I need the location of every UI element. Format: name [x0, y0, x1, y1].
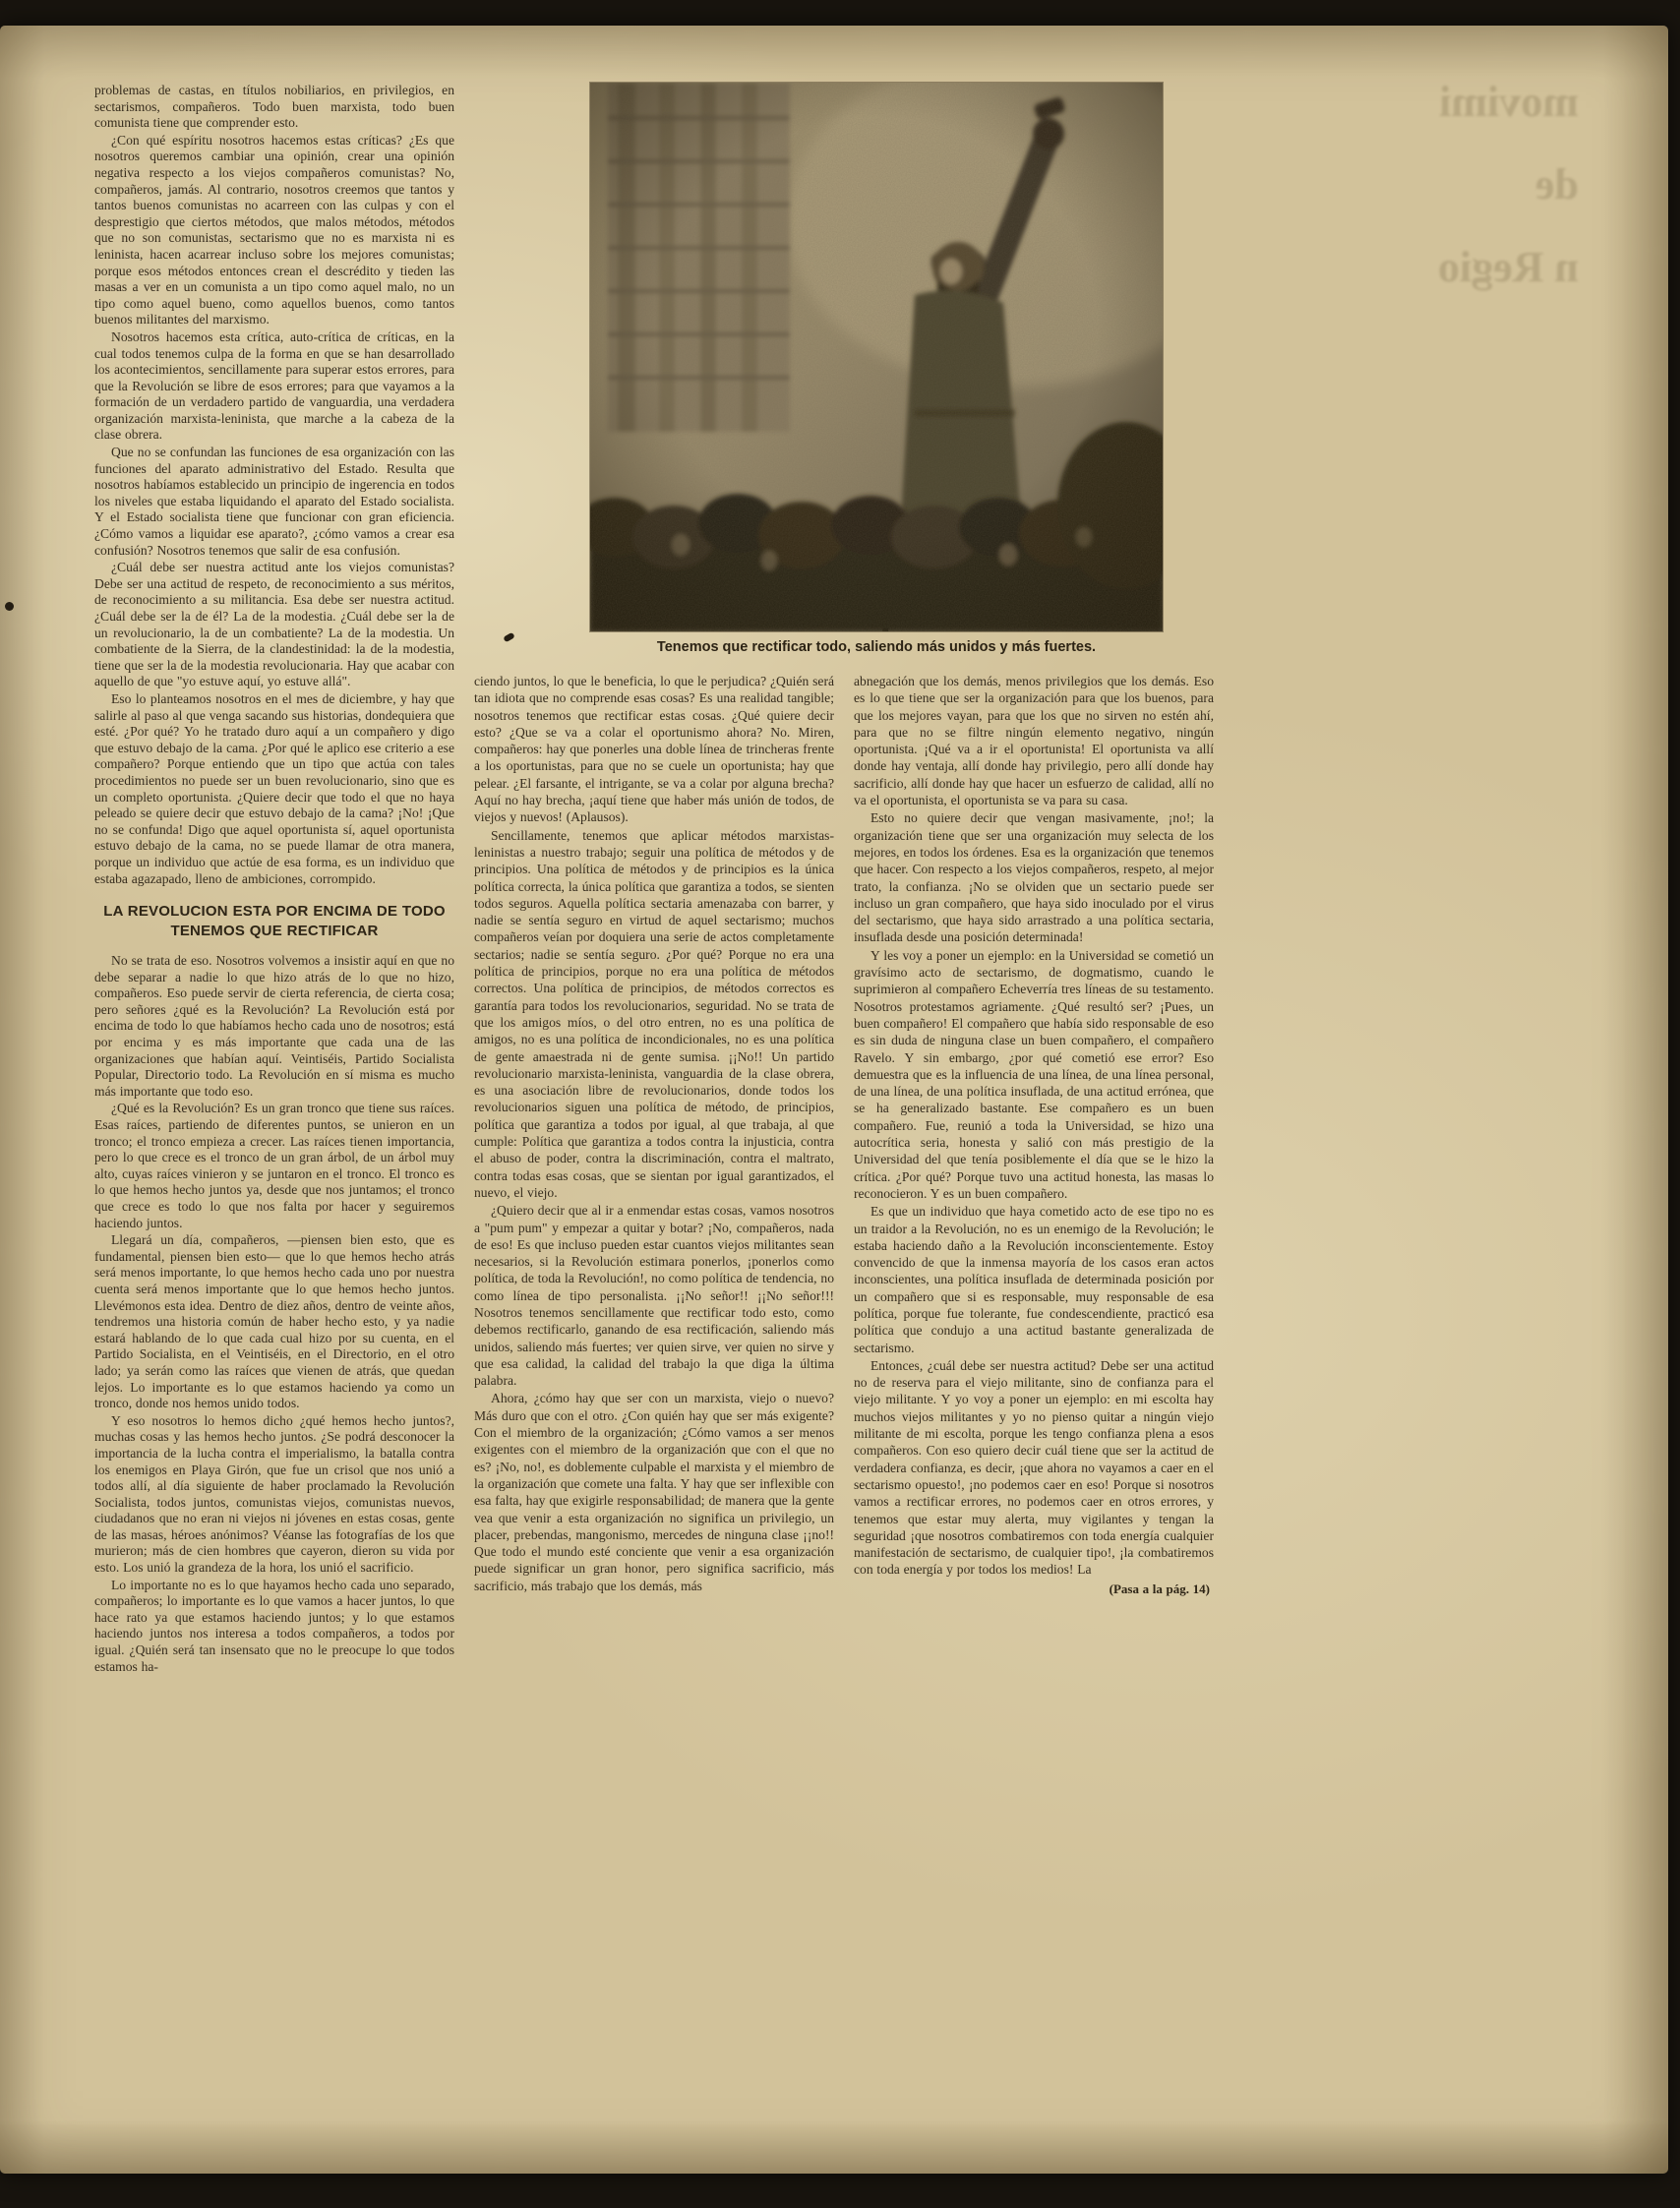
column-left — [94, 83, 454, 1676]
photo-illustration — [590, 83, 1163, 631]
column-left-top-paragraphs — [94, 83, 454, 887]
paragraph: Que no se confundan las funciones de esa organización con las funciones del aparato administrativo del Estado. Resulta que nosotros habíamos establecido un principio de ingerencia en todos los niveles que estaba liquidando el aparato del Estado socialista. Y el Estado socialista tiene que funcionar con gran eficiencia. ¿Cómo vamos a liquidar ese aparato?, ¿cómo vamos a crear esa confusión? Nosotros tenemos que salir de esa confusión. — [94, 445, 454, 558]
column-middle-paragraphs — [474, 673, 834, 1594]
ink-speck — [5, 602, 14, 611]
paragraph: movimi — [1439, 78, 1579, 126]
paragraph: ciendo juntos, lo que le beneficia, lo que le perjudica? ¿Quién será tan idiota que no comprende esas cosas? Es una realidad tangible; nosotros tenemos que rectificar estas cosas. ¿Qué quiere decir esto? ¿Que se va a colar el oportunismo ahora? No. Miren, compañeros: hay que ponerles una doble línea de trincheras frente a los oportunistas, para que no se cuele un oportunista; hay que pelear. ¿El farsante, el intrigante, se va a colar por alguna brecha? Aquí no hay brecha, ¡aquí tiene que haber más unión de todos, de viejos y nuevos! (Aplausos). — [474, 674, 834, 825]
paragraph: Nosotros hacemos esta crítica, auto-crítica de críticas, en la cual todos tenemos culpa de la forma en que se han desarrollado los acontecimientos, sencillamente para superar estos errores, para que la Revolución se libre de esos errores; para que vayamos a la formación de un verdadero partido de vanguardia, una verdadera organización marxista-leninista, que marche a la cabeza de la clase obrera. — [94, 328, 454, 443]
paragraph: Entonces, ¿cuál debe ser nuestra actitud? Debe ser una actitud no de reserva para el viejo militante, sino de confianza para el viejo militante. Y yo voy a poner un ejemplo: en mi escolta hay muchos viejos militantes y yo no pienso quitar a ningún viejo militante de mi escolta, porque les tengo confianza plena a esos compañeros. Con eso quiero decir cuál tiene que ser la actitud de verdadera confianza, es decir, ¡que ahora no vayamos a caer en el sectarismo opuesto!, ¡no podemos caer en eso! Porque si nosotros vamos a rectificar errores, no podemos caer en otros errores, y tenemos que estar muy alerta, muy vigilantes y tengan la seguridad ¡que nosotros combatiremos con toda energía cualquier manifestación de sectarismo, de cualquier tipo!, ¡la combatiremos con toda energía y por todos los medios! La — [854, 1357, 1214, 1578]
paragraph: No se trata de eso. Nosotros volvemos a insistir aquí en que no debe separar a nadie lo que hizo atrás de lo que no hizo, compañeros. Eso puede servir de cierta referencia, de cierta cosa; pero señores ¿qué es la Revolución? La Revolución está por encima de todo lo que habíamos hecho cada uno de nosotros; está por encima y es más importante que cada una de las organizaciones que habían aquí. Veintiséis, Partido Socialista Popular, Directorio todo. La Revolución en sí misma es mucho más importante que todo eso. — [94, 953, 454, 1099]
headline-line2: TENEMOS QUE RECTIFICAR — [170, 922, 379, 939]
paragraph: Sencillamente, tenemos que aplicar métodos marxistas-leninistas a nuestro trabajo; seguir una política de métodos y de principios. Una política de métodos y de principios es la única política correcta, la única política que garantiza a todos, se sienten todos seguros. Aquella política sectaria amenazaba con barrer, y nadie se sentía seguro en virtud de aquel sectarismo; muchos compañeros veían por doquiera una serie de actos completamente sectarios; nadie se sentía seguro. ¿Por qué? Porque no era una política de principios, porque no era una política de métodos correctos. Una política de principios, de métodos correctos es garantía para todos los revolucionarios, seguridad. No se trata de que los amigos míos, o del otro entren, no es una política de amigos, no es una política de incondicionales, no es una política de gente amaestrada ni de gente sumisa. ¡¡No!! Un partido revolucionario marxista-leninista, vanguardia de la clase obrera, es una asociación libre de revolucionarios, donde todos los revolucionarios siguen una política de método, de principios, política que garantiza a todos por igual, al que trabaja, al que cumple: Política que garantiza a todos contra la injusticia, contra el abuso de poder, contra la discriminación, contra el maltrato, contra todas esas cosas, que se sientan por igual garantizados, el nuevo, el viejo. — [474, 827, 834, 1200]
paragraph: Llegará un día, compañeros, —piensen bien esto, que es fundamental, piensen bien esto— que lo que hemos hecho atrás será menos importante, lo que hemos hecho cada uno por nuestra cuenta será menos importante que lo que hemos hecho juntos. Llevémonos esta idea. Dentro de diez años, dentro de veinte años, tendremos una historia común de haber hecho esto, y ya nadie estará hablando de lo que cada cual hizo por su cuenta, en el Partido Socialista, en el Veintiséis, en el Directorio, en el otro lado; ya serán como las raíces que vienen de atrás, que quedan lejos. Lo importante es lo que estamos haciendo ya como un tronco, donde nos hemos unido todos. — [94, 1232, 454, 1411]
paragraph: Ahora, ¿cómo hay que ser con un marxista, viejo o nuevo? Más duro que con el otro. ¿Con quién hay que ser más exigente? Con el miembro de la organización; ¿Cómo vamos a ser menos exigentes con el miembro de la organización que con el que no es? ¡No, no!, es doblemente culpable el marxista y el miembro de la organización que comete una falta. Y hay que ser inflexible con esa falta, hay que exigirle responsabilidad; de manera que la gente vea que venir a esta organización no significa un privilegio, un placer, prebendas, mangonismo, mercedes de ninguna clase ¡¡no!! Que todo el mundo esté conciente que venir a esa organización puede significar un gran honor, pero significa sacrificio, más sacrificio, más trabajo que los demás, más — [474, 1391, 834, 1593]
paragraph: Es que un individuo que haya cometido acto de ese tipo no es un traidor a la Revolución, no es un enemigo de la Revolución; le estaba haciendo daño a la Revolución inconscientemente. Estoy convencido de que la inmensa mayoría de los casos eran actos inconscientes, una política insuflada de determinada posición por un compañero que si es responsable, muy responsable de esa política, porque fue tolerante, fue condescendiente, practicó esa política que condujo a una actitud bastante generalizada de sectarismo. — [854, 1204, 1214, 1355]
headline-line1: LA REVOLUCION ESTA POR ENCIMA DE TODO — [103, 903, 446, 921]
continuation-note: (Pasa a la pág. 14) — [1109, 1581, 1210, 1596]
paragraph: de — [1535, 160, 1579, 209]
paragraph: Y eso nosotros lo hemos dicho ¿qué hemos hecho juntos?, muchas cosas y las hemos hecho juntos. ¿Se podrá desconocer la importancia de la lucha contra el imperialismo, la batalla contra los enemigos en Playa Girón, que fue un crisol que nos unió a todos allí, al día siguiente de haber proclamado la Revolución Socialista, todos juntos, comunistas viejos, comunistas nuevos, ciudadanos que no eran ni viejos ni jóvenes en estas cosas, gente de las masas, héroes anónimos? Véanse las fotografías de los que murieron; más de cien hombres que cayeron, dieron su vida por esto. Los unió la grandeza de la hora, los unió el sacrificio. — [94, 1412, 454, 1576]
column-left-bottom-paragraphs — [94, 953, 454, 1675]
column-right-paragraphs — [854, 673, 1214, 1579]
paragraph: problemas de castas, en títulos nobiliarios, en privilegios, en sectarismos, compañeros. Todo buen marxista, todo buen comunista tiene que comprender esto. — [94, 83, 454, 131]
section-headline — [96, 902, 452, 940]
paragraph: ¿Con qué espíritu nosotros hacemos estas críticas? ¿Es que nosotros queremos cambiar una opinión, crear una opinión negativa respecto a los viejos compañeros comunistas? No, compañeros, jamás. Al contrario, nosotros creemos que tantos y tantos buenos comunistas no acarreen con las culpas y con el desprestigio que ciertos métodos, que malos métodos, métodos que no son comunistas, sectarismo que no es marxista ni es leninista, hacen acarrear incluso sobre los mejores comunistas; porque esos métodos entonces crean el descrédito y tieden las masas a ver en un comunista a un tipo como aquel malo, no un tipo como aquel bueno, como aquellos buenos, como tantos buenos militantes del marxismo. — [94, 132, 454, 328]
paragraph: ¿Qué es la Revolución? Es un gran tronco que tiene sus raíces. Esas raíces, partiendo de diferentes puntos, se unieron en un tronco; el tronco empieza a crecer. Las raíces tienen importancia, pero lo que crece es el tronco de un gran árbol, de un árbol muy alto, cuyas raíces vinieron y se juntaron en el tronco. El tronco es lo que hemos hecho juntos ya, desde que nos juntamos; el tronco que crece es todo lo que nos falta por hacer y seguiremos haciendo juntos. — [94, 1101, 454, 1230]
column-right — [854, 673, 1214, 1597]
paragraph: Eso lo planteamos nosotros en el mes de diciembre, y hay que salirle al paso al que venga sacando sus historias, dondequiera que esté. ¿Por qué? Yo he tratado duro aquí a un compañero y digo que estuvo debajo de la cama. ¿Por qué le aplico ese criterio a ese compañero? Porque entiendo que un tipo que actúa con tales procedimientos no puede ser un buen revolucionario, sino que es un completo oportunista. ¿Quiere decir que todo el que no haya peleado se quiere decir que estuvo debajo de la cama? ¡No! ¡Que no se confunda! Digo que aquel oportunista sí, aquel oportunista estuvo debajo de la cama, no se puede llamar de otra manera, porque un individuo que actúe de esa forma, es un individuo que estaba agazapado, lleno de ambiciones, corrompido. — [94, 690, 454, 886]
article-photo — [590, 83, 1163, 631]
paragraph: Y les voy a poner un ejemplo: en la Universidad se cometió un gravísimo acto de sectarismo, de dogmatismo, cuando le suprimieron al compañero Echeverría tres líneas de su testamento. Nosotros protestamos agriamente. ¿Qué resultó ser? ¡Pues, un buen compañero! El compañero que había sido responsable de eso es sin duda de ninguna clase un buen compañero, el compañero Ravelo. Y sin embargo, ¿por qué cometió ese error? Eso demuestra que es la influencia de una línea, de una línea personal, de una línea, de una política insuflada, de una actitud errónea, que se ha generalizado bastante. Ese compañero es un buen compañero. Fue, reunió a toda la Universidad, se hizo una autocrítica seria, honesta y salió con más prestigio de la Universidad del que tenía posiblemente el día que se le hizo la crítica. ¿Por qué? Porque tuvo una actitud honesta, las masas lo reconocieron. Y es un buen compañero. — [854, 947, 1214, 1201]
paragraph: Lo importante no es lo que hayamos hecho cada uno separado, compañeros; lo importante es lo que vamos a hacer juntos, lo que hace rato ya que estamos haciendo juntos; y lo que estamos haciendo juntos nos interesa a todos compañeros, a todos por igual. ¿Quién será tan insensato que no le preocupe lo que todos estamos ha- — [94, 1577, 454, 1674]
paragraph: n Regio — [1438, 243, 1579, 291]
paragraph: abnegación que los demás, menos privilegios que los demás. Eso es lo que tiene que ser la organización para que los buenos, para que los mejores vayan, para que los que no sirven no estén ahí, para que no se filtre ningún elemento negativo, ningún oportunista. ¡Qué va a ir el oportunista! El oportunista va allí donde hay ventaja, allí donde hay privilegio, pero allí donde hay sacrificio, allí donde hay que hacer un esfuerzo de calidad, allí no va el oportunista, el oportunista se va para su casa. — [854, 674, 1214, 808]
column-middle — [474, 673, 834, 1595]
paragraph: Esto no quiere decir que vengan masivamente, ¡no!; la organización tiene que ser una organización muy selecta de los mejores, en todos los órdenes. Esa es la organización que tenemos que hacer. Con respecto a los viejos compañeros, respeto, al mejor trato, la confianza. ¡No se olviden que un sectario puede ser incluso un gran compañero, que haya sido inoculado por el virus del sectarismo, que haya sido arrastrado a una política sectaria, insuflada desde una posición determinada! — [854, 810, 1214, 945]
photo-caption: Tenemos que rectificar todo, saliendo más unidos y más fuertes. — [656, 639, 1097, 655]
paragraph: ¿Cuál debe ser nuestra actitud ante los viejos comunistas? Debe ser una actitud de respeto, de reconocimiento a sus méritos, de reconocimiento a su militancia. Esa debe ser nuestra actitud. ¿Cuál debe ser la de él? La de la modestia. ¿Cuál debe ser la de un revolucionario, la de un combatiente? La de la modestia. Un combatiente de la Sierra, de la clandestinidad: la de la modestia, tiene que ser la de la modestia revolucionaria. Hay que acabar con aquello de que "yo estuve aquí, yo estuve allá". — [94, 560, 454, 689]
paragraph: ¿Quiero decir que al ir a enmendar estas cosas, vamos nosotros a "pum pum" y empezar a quitar y botar? ¡No, compañeros, nada de eso! Es que incluso pueden estar cuantos viejos militantes sean necesarios, si la Revolución estimara ponerlos, ¡ponerlos como política, de toda la Revolución!, no como política de tendencia, no como línea de tipo personalista. ¡¡No señor!! ¡¡No señor!!! Nosotros tenemos sencillamente que rectificar todo esto, como debemos rectificarlo, ganando de esa rectificación, saliendo más unidos, saliendo más fuertes; ver quien sirve, ver quien no sirve y que esa calidad, la calidad del trabajo la que diga la última palabra. — [474, 1203, 834, 1389]
